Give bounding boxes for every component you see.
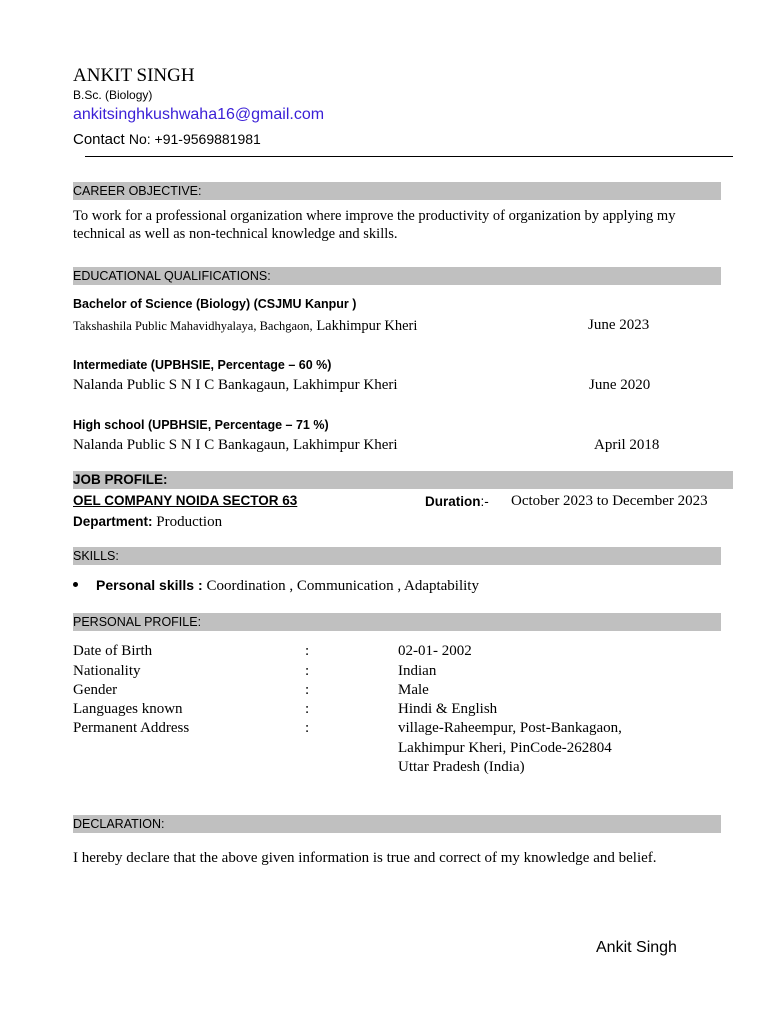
profile-value-gender: Male <box>398 682 429 698</box>
profile-separator: : <box>305 720 310 736</box>
profile-separator: : <box>305 682 310 698</box>
profile-value-address: village-Raheempur, Post-Bankagaon, <box>398 720 622 736</box>
job-profile-heading <box>73 471 733 489</box>
education-item-institution: Nalanda Public S N I C Bankagaun, Lakhimpur Kheri <box>73 437 398 453</box>
personal-profile-heading <box>73 613 721 631</box>
skills-item <box>96 577 479 595</box>
email-link[interactable]: ankitsinghkushwaha16@gmail.com <box>73 106 325 123</box>
declaration-heading-text: DECLARATION: <box>73 817 165 831</box>
institution-name: Takshashila Public Mahavidhyalaya, Bachgaon, <box>73 319 313 333</box>
skills-heading-text: SKILLS: <box>73 549 119 563</box>
education-heading-text: EDUCATIONAL QUALIFICATIONS: <box>73 269 271 283</box>
signature: Ankit Singh <box>596 939 677 956</box>
profile-separator: : <box>305 701 310 717</box>
career-objective-heading <box>73 182 721 200</box>
personal-profile-heading-text: PERSONAL PROFILE: <box>73 615 202 629</box>
education-item-date: June 2020 <box>589 377 651 393</box>
duration-value: October 2023 to December 2023 <box>511 493 708 509</box>
profile-label-address: Permanent Address <box>73 720 190 736</box>
duration-separator: :- <box>480 494 489 509</box>
education-item-date: April 2018 <box>594 437 660 453</box>
declaration-heading <box>73 815 721 833</box>
skills-heading <box>73 547 721 565</box>
profile-value-dob: 02-01- 2002 <box>398 643 472 659</box>
career-objective-heading-text: CAREER OBJECTIVE: <box>73 184 202 198</box>
profile-separator: : <box>305 663 310 679</box>
education-item-title: High school (UPBHSIE, Percentage – 71 %) <box>73 418 329 432</box>
career-objective-text: To work for a professional organization where improve the productivity of organization by applying my technical as well as non-technical knowledge and skills. <box>73 208 676 242</box>
education-item-date: June 2023 <box>588 317 650 333</box>
education-heading <box>73 267 721 285</box>
skills-value: Coordination , Communication , Adaptability <box>206 578 479 594</box>
candidate-name: ANKIT SINGH <box>73 65 195 86</box>
contact-value: No: +91-9569881981 <box>128 131 261 147</box>
education-item-title: Bachelor of Science (Biology) (CSJMU Kanpur ) <box>73 297 357 311</box>
education-item-title: Intermediate (UPBHSIE, Percentage – 60 %) <box>73 358 332 372</box>
header-divider <box>85 156 733 157</box>
declaration-text: I hereby declare that the above given information is true and correct of my knowledge and belief. <box>73 850 657 866</box>
company-name: OEL COMPANY NOIDA SECTOR 63 <box>73 493 298 508</box>
bullet-icon <box>73 582 78 587</box>
profile-separator: : <box>305 643 310 659</box>
duration-label: Duration <box>425 494 481 509</box>
duration <box>425 493 489 511</box>
profile-value-address-line3: Uttar Pradesh (India) <box>398 759 525 775</box>
department-label: Department: <box>73 514 153 529</box>
job-profile-heading-text: JOB PROFILE: <box>73 472 168 487</box>
profile-label-languages: Languages known <box>73 701 183 717</box>
department <box>73 513 222 531</box>
profile-label-gender: Gender <box>73 682 118 698</box>
education-item-institution: Nalanda Public S N I C Bankagaun, Lakhimpur Kheri <box>73 377 398 393</box>
education-item-institution <box>73 317 417 335</box>
skills-label: Personal skills : <box>96 577 207 593</box>
contact-label: Contact <box>73 131 125 148</box>
degree-label: B.Sc. (Biology) <box>73 88 153 102</box>
profile-value-nationality: Indian <box>398 663 437 679</box>
profile-label-nationality: Nationality <box>73 663 141 679</box>
profile-label-dob: Date of Birth <box>73 643 153 659</box>
profile-value-languages: Hindi & English <box>398 701 498 717</box>
profile-value-address-line2: Lakhimpur Kheri, PinCode-262804 <box>398 740 612 756</box>
contact-number <box>73 131 261 148</box>
department-value: Production <box>152 514 223 530</box>
institution-location: Lakhimpur Kheri <box>312 318 418 334</box>
